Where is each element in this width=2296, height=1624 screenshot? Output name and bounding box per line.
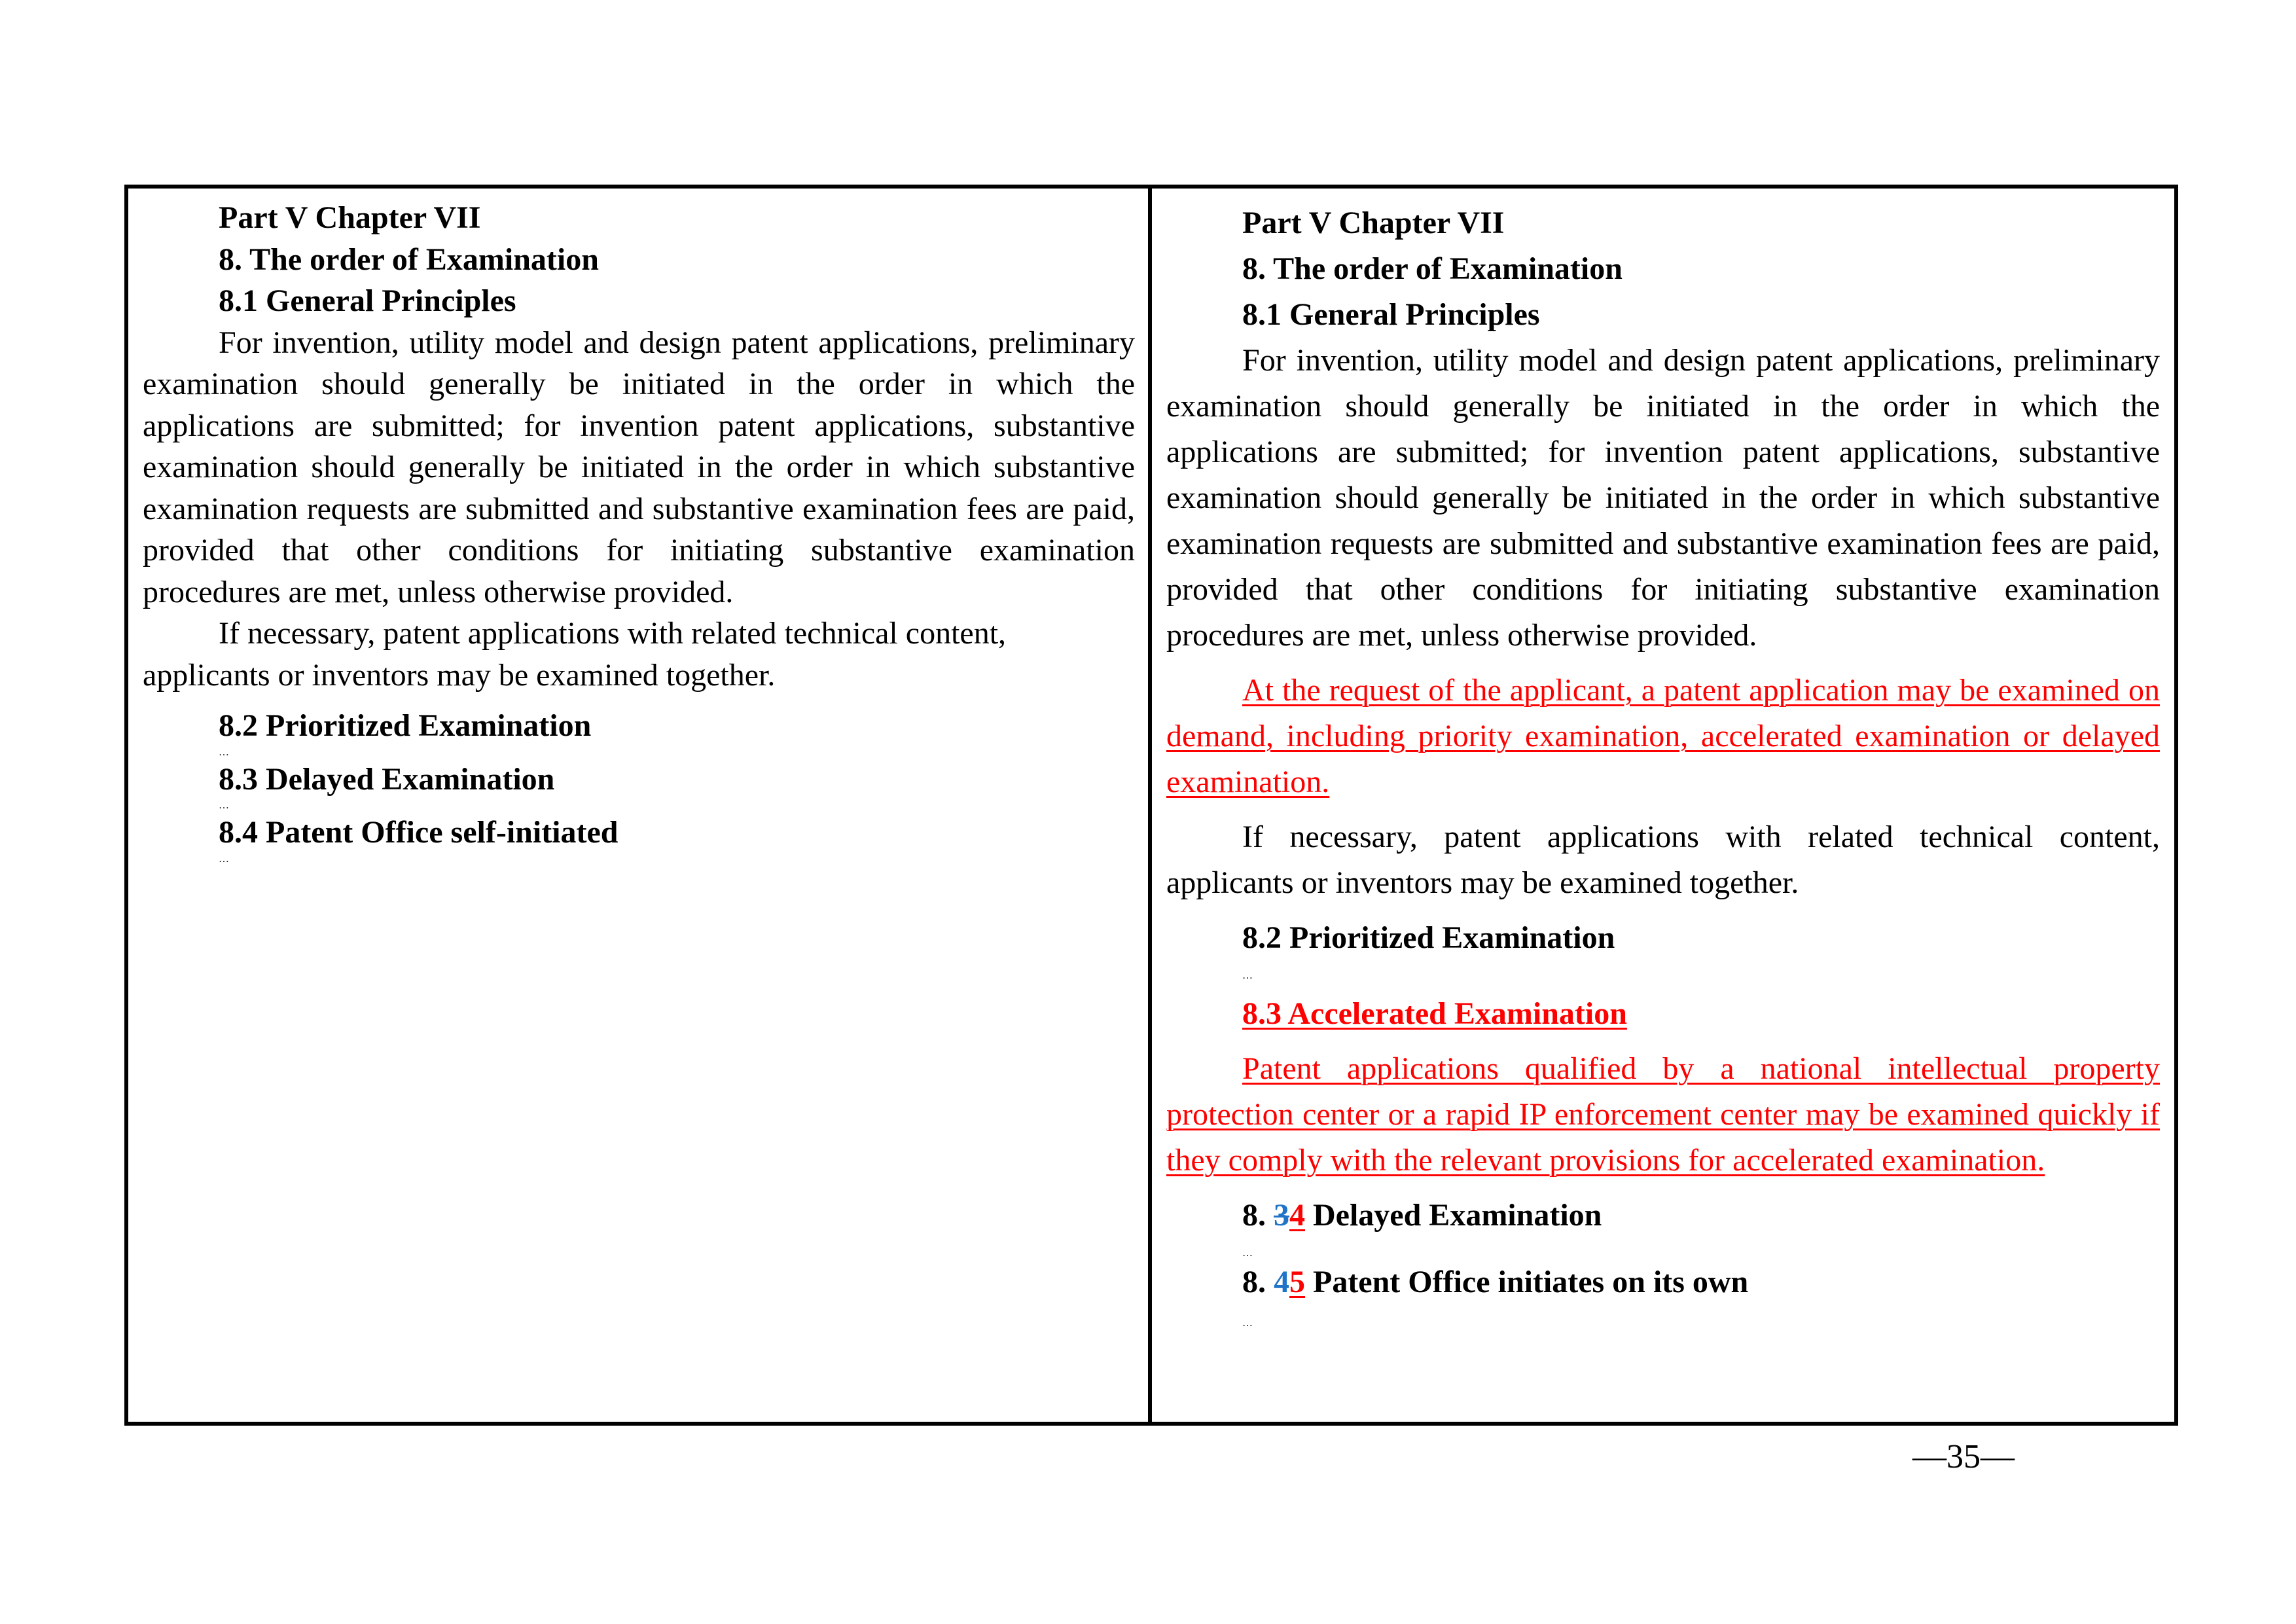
subsection-heading-delayed — [1166, 1193, 2160, 1238]
inserted-text: At the request of the applicant, a patent application may be examined on demand, including priority examination, accelerated examination or delayed examination. — [1166, 673, 2160, 799]
spacer — [1166, 805, 2160, 814]
inserted-number: 4 — [1289, 1198, 1305, 1233]
old-number: 4 — [1274, 1265, 1289, 1299]
spacer — [1166, 961, 2160, 970]
heading-prefix: 8. — [1242, 1198, 1274, 1233]
page-number: —35— — [1912, 1438, 2015, 1475]
paragraph-examined-together: If necessary, patent applications with related technical content, applicants or inventors may be examined together. — [143, 616, 1007, 693]
ellipsis: … — [1242, 970, 1253, 981]
deleted-number: 3 — [1274, 1198, 1289, 1233]
subsection-heading-8-1: 8.1 General Principles — [219, 283, 516, 318]
subsection-heading-8-4: 8.4 Patent Office self-initiated — [219, 815, 619, 850]
part-heading: Part V Chapter VII — [219, 200, 481, 235]
inserted-paragraph-accelerated — [1166, 1046, 2160, 1183]
subsection-heading-patent-office — [1166, 1259, 2160, 1305]
ellipsis: … — [1242, 1318, 1253, 1329]
subsection-heading-8-2: 8.2 Prioritized Examination — [219, 708, 592, 743]
spacer — [1166, 982, 2160, 991]
spacer — [1166, 659, 2160, 668]
section-heading: 8. The order of Examination — [219, 242, 599, 277]
heading-title: Patent Office initiates on its own — [1305, 1265, 1749, 1299]
ellipsis: … — [1242, 1248, 1253, 1259]
heading-title: Delayed Examination — [1305, 1198, 1602, 1233]
inserted-text: 8.3 Accelerated Examination — [1242, 996, 1627, 1031]
ellipsis: … — [219, 746, 229, 758]
spacer — [143, 696, 1135, 705]
inserted-text: Patent applications qualified by a national intellectual property protection center or a rapid IP enforcement center may be examined quickly if they comply with the relevant provisions for accelerated examination. — [1166, 1051, 2160, 1178]
paragraph-examined-together: If necessary, patent applications with related technical content, applicants or inventors may be examined together. — [1166, 820, 2160, 900]
original-text-column — [128, 189, 1152, 1422]
section-heading: 8. The order of Examination — [1242, 251, 1623, 286]
heading-prefix: 8. — [1242, 1265, 1274, 1299]
inserted-subsection-heading-8-3 — [1166, 991, 2160, 1037]
part-heading: Part V Chapter VII — [1242, 206, 1505, 240]
ellipsis: … — [219, 800, 229, 811]
comparison-table — [124, 185, 2178, 1426]
subsection-heading-8-3: 8.3 Delayed Examination — [219, 761, 555, 797]
paragraph-general-principles: For invention, utility model and design patent applications, preliminary examination should generally be initiated in the order in which the applications are submitted; for invention patent applications, substantive examination should generally be initiated in the order in which substantive examination requests are submitted and substantive examination fees are paid, provided that other conditions for initiating substantive examination procedures are met, unless otherwise provided. — [143, 325, 1135, 609]
inserted-number: 5 — [1289, 1265, 1305, 1299]
revised-text-column — [1152, 189, 2174, 1422]
paragraph-general-principles: For invention, utility model and design patent applications, preliminary examination should generally be initiated in the order in which the applications are submitted; for invention patent applications, substantive examination should generally be initiated in the order in which substantive examination requests are submitted and substantive examination fees are paid, provided that other conditions for initiating substantive examination procedures are met, unless otherwise provided. — [1166, 343, 2160, 653]
spacer — [1166, 1238, 2160, 1248]
spacer — [1166, 1037, 2160, 1046]
spacer — [1166, 906, 2160, 915]
ellipsis: … — [219, 853, 229, 865]
subsection-heading-8-2: 8.2 Prioritized Examination — [1242, 920, 1615, 955]
subsection-heading-8-1: 8.1 General Principles — [1242, 297, 1540, 332]
inserted-paragraph-on-demand — [1166, 668, 2160, 805]
spacer — [1166, 1183, 2160, 1193]
